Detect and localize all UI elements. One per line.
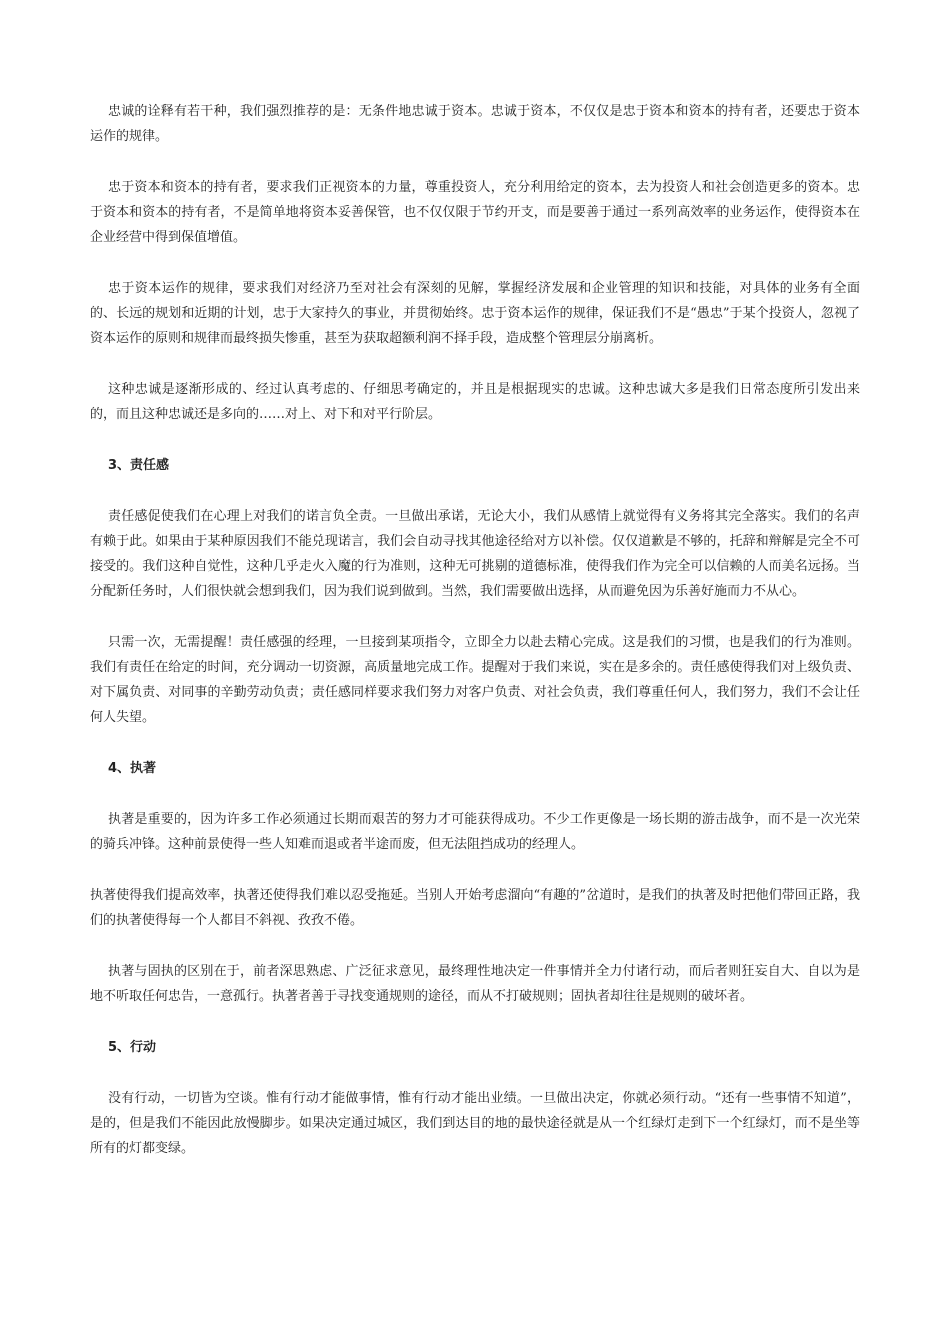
paragraph: 忠诚的诠释有若干种，我们强烈推荐的是：无条件地忠诚于资本。忠诚于资本，不仅仅是忠于资本和资本的持有者，还要忠于资本运作的规律。	[90, 104, 860, 144]
section-heading: 4、执著	[108, 761, 157, 776]
paragraph: 忠于资本运作的规律，要求我们对经济乃至对社会有深刻的见解，掌握经济发展和企业管理的知识和技能，对具体的业务有全面的、长远的规划和近期的计划，忠于大家持久的事业，并贯彻始终。忠于资本运作的规律，保证我们不是“愚忠”于某个投资人，忽视了资本运作的原则和规律而最终损失惨重，甚至为获取超额利润不择手段，造成整个管理层分崩离析。	[90, 281, 860, 346]
section-heading: 3、责任感	[108, 458, 170, 473]
paragraph: 执著是重要的，因为许多工作必须通过长期而艰苦的努力才可能获得成功。不少工作更像是一场长期的游击战争，而不是一次光荣的骑兵冲锋。这种前景使得一些人知难而退或者半途而废，但无法阻挡成功的经理人。	[90, 812, 860, 852]
paragraph: 执著使得我们提高效率，执著还使得我们难以忍受拖延。当别人开始考虑溜向“有趣的”岔道时，是我们的执著及时把他们带回正路，我们的执著使得每一个人都目不斜视、孜孜不倦。	[90, 888, 860, 928]
paragraph: 没有行动，一切皆为空谈。惟有行动才能做事情，惟有行动才能出业绩。一旦做出决定，你就必须行动。“还有一些事情不知道”，是的，但是我们不能因此放慢脚步。如果决定通过城区，我们到达目的地的最快途径就是从一个红绿灯走到下一个红绿灯，而不是坐等所有的灯都变绿。	[90, 1091, 860, 1156]
paragraph: 执著与固执的区别在于，前者深思熟虑、广泛征求意见，最终理性地决定一件事情并全力付诸行动，而后者则狂妄自大、自以为是地不听取任何忠告，一意孤行。执著者善于寻找变通规则的途径，而从不打破规则；固执者却往往是规则的破坏者。	[90, 964, 860, 1004]
section-heading: 5、行动	[108, 1040, 157, 1055]
paragraph: 这种忠诚是逐渐形成的、经过认真考虑的、仔细思考确定的，并且是根据现实的忠诚。这种忠诚大多是我们日常态度所引发出来的，而且这种忠诚还是多向的……对上、对下和对平行阶层。	[90, 382, 860, 422]
paragraph: 只需一次，无需提醒！责任感强的经理，一旦接到某项指令，立即全力以赴去精心完成。这是我们的习惯，也是我们的行为准则。我们有责任在给定的时间，充分调动一切资源，高质量地完成工作。提醒对于我们来说，实在是多余的。责任感使得我们对上级负责、对下属负责、对同事的辛勤劳动负责；责任感同样要求我们努力对客户负责、对社会负责，我们尊重任何人，我们努力，我们不会让任何人失望。	[90, 635, 860, 725]
paragraph: 忠于资本和资本的持有者，要求我们正视资本的力量，尊重投资人，充分利用给定的资本，去为投资人和社会创造更多的资本。忠于资本和资本的持有者，不是简单地将资本妥善保管，也不仅仅限于节约开支，而是要善于通过一系列高效率的业务运作，使得资本在企业经营中得到保值增值。	[90, 180, 860, 245]
document-body	[90, 99, 860, 1187]
paragraph: 责任感促使我们在心理上对我们的诺言负全责。一旦做出承诺，无论大小，我们从感情上就觉得有义务将其完全落实。我们的名声有赖于此。如果由于某种原因我们不能兑现诺言，我们会自动寻找其他途径给对方以补偿。仅仅道歉是不够的，托辞和辩解是完全不可接受的。我们这种自觉性，这种几乎走火入魔的行为准则，这种无可挑剔的道德标准，使得我们作为完全可以信赖的人而美名远扬。当分配新任务时，人们很快就会想到我们，因为我们说到做到。当然，我们需要做出选择，从而避免因为乐善好施而力不从心。	[90, 509, 860, 599]
